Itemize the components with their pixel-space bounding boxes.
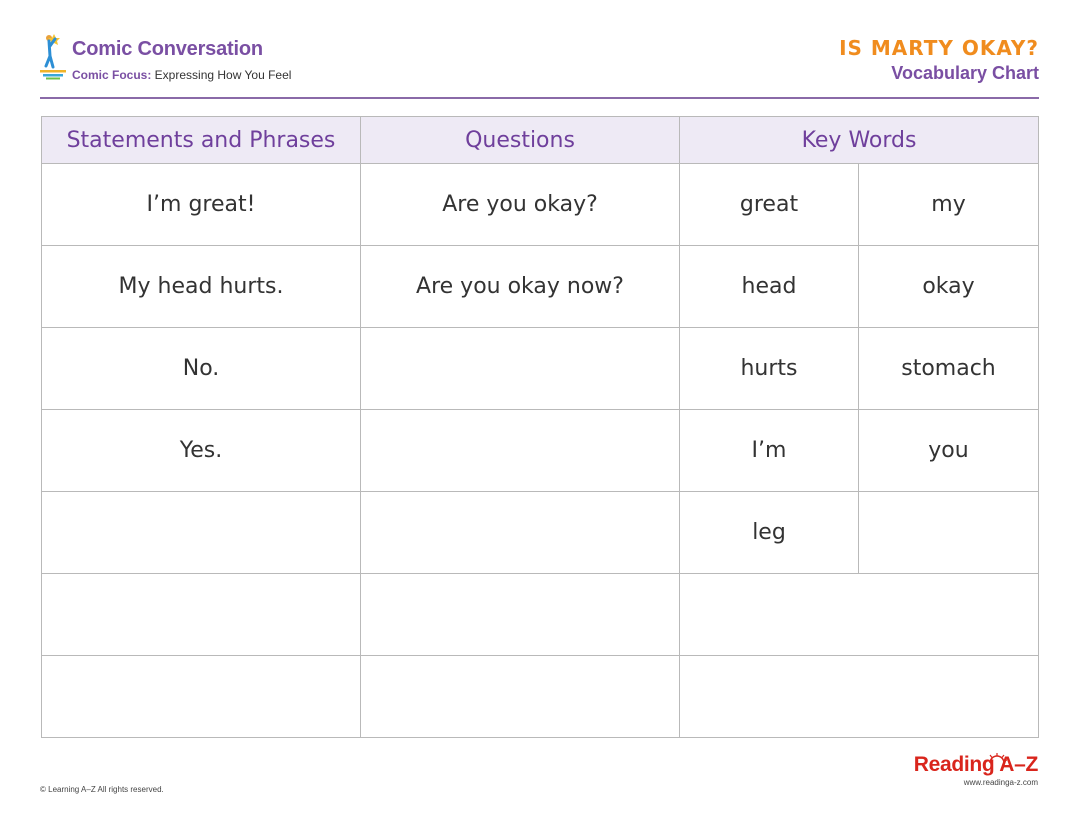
figure-logo-icon bbox=[40, 32, 68, 80]
question-cell: Are you okay now? bbox=[361, 246, 680, 328]
brand-block bbox=[914, 752, 1038, 788]
table-row bbox=[42, 328, 1039, 410]
key-word-cell: my bbox=[859, 164, 1039, 246]
statement-cell: No. bbox=[42, 328, 361, 410]
statement-cell: Yes. bbox=[42, 410, 361, 492]
page-header bbox=[40, 30, 1039, 98]
question-cell: Are you okay? bbox=[361, 164, 680, 246]
question-cell bbox=[361, 574, 680, 656]
key-word-cell bbox=[680, 574, 1039, 656]
key-word-cell: great bbox=[680, 164, 859, 246]
comic-title: IS MARTY OKAY? bbox=[839, 36, 1039, 60]
comic-focus-label: Comic Focus: bbox=[72, 68, 152, 82]
statement-cell: My head hurts. bbox=[42, 246, 361, 328]
key-word-cell bbox=[680, 656, 1039, 738]
statement-cell bbox=[42, 656, 361, 738]
table-row bbox=[42, 656, 1039, 738]
statement-cell bbox=[42, 574, 361, 656]
chart-title: Vocabulary Chart bbox=[891, 63, 1039, 83]
table-row bbox=[42, 246, 1039, 328]
table-row bbox=[42, 164, 1039, 246]
question-cell bbox=[361, 328, 680, 410]
comic-focus-line bbox=[72, 68, 291, 82]
question-cell bbox=[361, 492, 680, 574]
key-word-cell: stomach bbox=[859, 328, 1039, 410]
table-header-row bbox=[42, 117, 1039, 164]
key-word-cell: you bbox=[859, 410, 1039, 492]
key-word-cell bbox=[859, 492, 1039, 574]
copyright-notice: © Learning A–Z All rights reserved. bbox=[40, 785, 164, 794]
key-word-cell: head bbox=[680, 246, 859, 328]
brand-url: www.readinga-z.com bbox=[963, 778, 1038, 787]
table-row bbox=[42, 574, 1039, 656]
key-word-cell: I’m bbox=[680, 410, 859, 492]
table-row bbox=[42, 410, 1039, 492]
header-questions: Questions bbox=[361, 117, 680, 164]
header-statements: Statements and Phrases bbox=[42, 117, 361, 164]
key-word-cell: leg bbox=[680, 492, 859, 574]
vocabulary-table bbox=[41, 116, 1039, 738]
key-word-cell: okay bbox=[859, 246, 1039, 328]
table-row bbox=[42, 492, 1039, 574]
question-cell bbox=[361, 656, 680, 738]
series-title: Comic Conversation bbox=[72, 38, 263, 60]
key-word-cell: hurts bbox=[680, 328, 859, 410]
header-divider bbox=[40, 97, 1039, 99]
comic-focus-text: Expressing How You Feel bbox=[151, 68, 292, 82]
brand-logo: Reading A–Z bbox=[913, 753, 1038, 776]
statement-cell bbox=[42, 492, 361, 574]
header-key-words: Key Words bbox=[680, 117, 1039, 164]
statement-cell: I’m great! bbox=[42, 164, 361, 246]
question-cell bbox=[361, 410, 680, 492]
